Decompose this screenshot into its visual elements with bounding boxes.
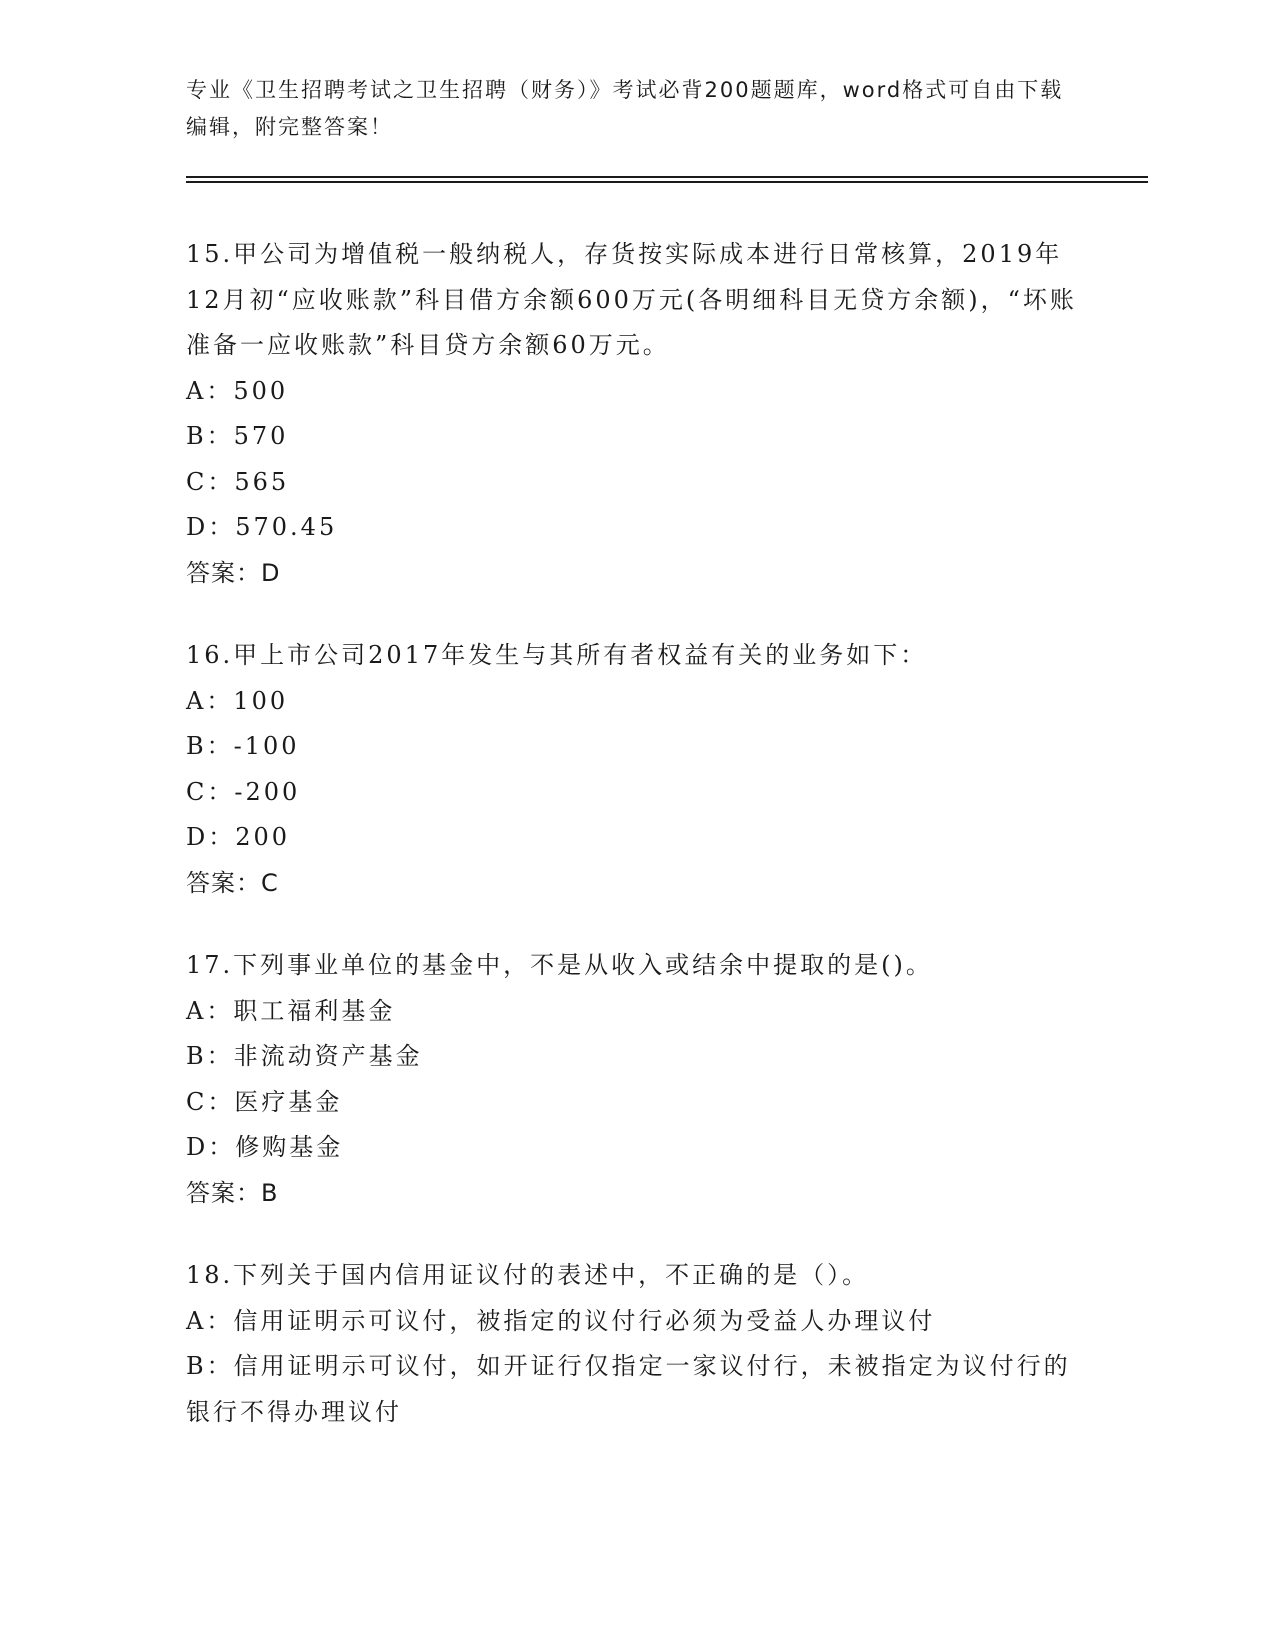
answer: 答案：C (186, 868, 279, 897)
page-header: 专业《卫生招聘考试之卫生招聘（财务）》考试必背200题题库，word格式可自由下载编辑，附完整答案！ (186, 78, 1064, 139)
header-divider-top (186, 176, 1148, 178)
question-18 (186, 1253, 1086, 1435)
option-a: A：信用证明示可议付，被指定的议付行必须为受益人办理议付 (186, 1306, 936, 1335)
option-b: B：信用证明示可议付，如开证行仅指定一家议付行，未被指定为议付行的银行不得办理议付 (186, 1352, 1071, 1426)
option-b: B：570 (186, 422, 289, 450)
question-15 (186, 232, 1086, 596)
option-d: D：修购基金 (186, 1133, 344, 1161)
answer: 答案：D (186, 558, 281, 587)
answer: 答案：B (186, 1178, 279, 1207)
question-text: 17.下列事业单位的基金中，不是从收入或结余中提取的是()。 (186, 951, 933, 979)
question-16 (186, 633, 1086, 906)
question-text: 18.下列关于国内信用证议付的表述中，不正确的是（）。 (186, 1261, 870, 1289)
header-divider-bottom (186, 181, 1148, 183)
option-a: A：100 (186, 686, 289, 715)
option-d: D：570.45 (186, 513, 338, 541)
option-a: A：500 (186, 376, 289, 405)
question-list (186, 232, 1086, 1472)
question-text: 16.甲上市公司2017年发生与其所有者权益有关的业务如下： (186, 641, 928, 669)
option-c: C：医疗基金 (186, 1087, 343, 1116)
question-text: 15.甲公司为增值税一般纳税人，存货按实际成本进行日常核算，2019年12月初“应收账款”科目借方余额600万元(各明细科目无贷方余额)，“坏账准备一应收账款”科目贷方余额60万元。 (186, 240, 1077, 359)
option-a: A：职工福利基金 (186, 996, 396, 1025)
option-d: D：200 (186, 823, 291, 851)
question-17 (186, 943, 1086, 1216)
option-b: B：-100 (186, 732, 300, 760)
option-c: C：565 (186, 467, 290, 496)
option-c: C：-200 (186, 777, 301, 806)
option-b: B：非流动资产基金 (186, 1042, 423, 1070)
